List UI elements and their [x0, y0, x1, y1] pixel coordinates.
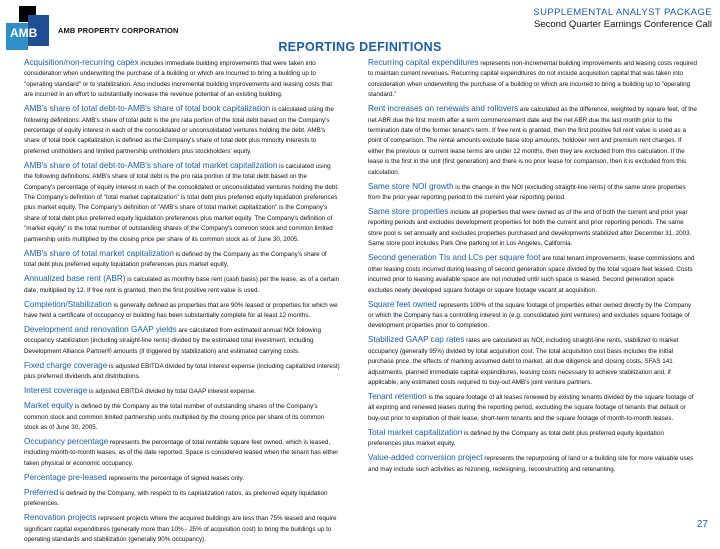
- definition-entry: [24, 488, 340, 510]
- definition-entry: [368, 453, 698, 475]
- definition-term: Total market capitalization: [368, 427, 463, 437]
- definition-text: is adjusted EBITDA divided by total GAAP interest expense.: [87, 388, 256, 396]
- definition-text: represents non-incremental building improvements and leasing costs required to maintain current revenues. Recurring capital expenditures do not include acquisition capital that was taken into consideration when underwriting the purchase of a building or which are incurred to bring a building up to "operating standard.": [368, 60, 698, 99]
- right-definitions-column: [368, 58, 698, 479]
- definition-term: Market equity: [24, 401, 74, 411]
- definition-term: Renovation projects: [24, 513, 97, 523]
- definition-text: are calculated from estimated annual NOI following occupancy stabilization (including straight-line rents) divided by the estimated total investment, including Development Alliance Partner® amounts (if triggered by stabilization) and estimated carrying costs.: [24, 326, 321, 355]
- definition-term: Value-added conversion project: [368, 453, 483, 463]
- definition-text: is calculated as monthly base rent (cash basis) per the lease, as of a certain date, multiplied by 12. If free rent is granted, then the first positive rent value is used.: [24, 276, 340, 294]
- definition-term: AMB's share of total market capitalization: [24, 248, 174, 258]
- definition-term: AMB's share of total debt-to-AMB's share of total market capitalization: [24, 160, 278, 170]
- definition-entry: [24, 58, 340, 101]
- definition-text: is defined by the Company as the total number of outstanding shares of the Company's common stock and common limited partnership units multiplied by the closing price per share of its common stock as of June 30, 2005.: [24, 403, 325, 431]
- definition-entry: [368, 253, 698, 296]
- definition-term: Tenant retention: [368, 391, 427, 401]
- definition-text: is calculated using the following definitions: AMB's share of total debt is the pro rata portion of the total debt based on the Company's percentage of equity interest in each of the consolidated or unconsolidated ventures holding the debt. AMB's share of total book capitalization is defined as the Company's share of total debt plus minority interests to preferred unitholders and limited partnership unitholders plus stockholders' equity.: [24, 106, 334, 155]
- definition-term: AMB's share of total debt-to-AMB's share of total book capitalization: [24, 104, 271, 114]
- definition-text: represents the percentage of signed leases only.: [106, 474, 244, 482]
- definition-text: are calculated as the difference, weighted by square feet, of the net ABR due the first month after a term commencement date and the net ABR due the last month prior to the termination date of the former tenant's term. If free rent is granted, then the first positive full rent value is used as a point of comparison. The rental amounts exclude base stop amounts, holdover rent and premium rent charges. If either the previous or current lease terms are under 12 months, then they are excluded from this calculation. If the lease is the first in the unit (first generation) and there is no prior lease for comparison, then it is excluded from this calculation.: [368, 106, 697, 176]
- conference-subtitle: Second Quarter Earnings Conference Call: [534, 19, 712, 30]
- definition-text: include all properties that were owned as of the end of both the current and prior year reporting periods and excludes development properties for both the current and prior reporting periods. The same store pool is set annually and excludes properties purchased and developments stabilized after December 31, 2003. Same store pool includes Park One parking lot in Los Angeles, California.: [368, 209, 692, 248]
- definition-entry: [368, 182, 698, 204]
- page-title: REPORTING DEFINITIONS: [278, 40, 442, 54]
- definition-text: includes immediate building improvements that were taken into consideration when underwriting the purchase of a building or which are incurred to bring a building up to "operating standard" or to stabilization. Also includes incremental building improvements and leasing costs that are incurred in an effort to substantially increase the revenue potential of an existing building.: [24, 60, 332, 99]
- definition-entry: [24, 161, 340, 245]
- definition-term: Square feet owned: [368, 299, 437, 309]
- definition-text: is defined by the Company as total debt plus preferred equity liquidation preferences plus market equity.: [368, 429, 664, 448]
- definition-term: Rent increases on renewals and rollovers: [368, 104, 519, 114]
- definition-entry: [24, 274, 340, 296]
- definition-term: Occupancy percentage: [24, 436, 109, 446]
- definition-entry: [368, 392, 698, 424]
- logo-text: AMB: [10, 26, 38, 40]
- definition-entry: [24, 249, 340, 271]
- company-name: AMB PROPERTY CORPORATION: [58, 26, 179, 35]
- definition-entry: [368, 300, 698, 332]
- definition-text: is the square footage of all leases renewed by existing tenants divided by the square footage of all expiring and renewed leases during the reporting period, excluding the square footage of tenants that default or buy-out prior to expiration of their lease, short-term tenants and the square footage of month-to-month leases.: [368, 393, 694, 422]
- definition-term: Second generation TIs and LCs per square foot: [368, 253, 541, 263]
- definition-term: Annualized base rent (ABR): [24, 274, 126, 284]
- definition-term: Stabilized GAAP cap rates: [368, 335, 465, 345]
- definition-term: Interest coverage: [24, 386, 88, 396]
- header-right: [533, 7, 712, 31]
- definition-entry: [24, 386, 340, 397]
- definition-term: Fixed charge coverage: [24, 360, 108, 370]
- definition-entry: [24, 473, 340, 484]
- definition-term: Completion/Stabilization: [24, 299, 112, 309]
- definition-text: is defined by the Company as the Company's share of total debt plus preferred equity liquidation preferences plus market equity.: [24, 250, 327, 269]
- definition-text: is generally defined as properties that are 90% leased or properties for which we have held a certificate of occupancy or building has been substantially complete for at least 12 months.: [24, 301, 338, 319]
- definition-entry: [24, 513, 340, 545]
- package-title: SUPPLEMENTAL ANALYST PACKAGE: [533, 7, 712, 18]
- definition-text: is adjusted EBITDA divided by total interest expense (including capitalized interest) plus preferred dividends and distributions.: [24, 362, 340, 381]
- definition-text: is defined by the Company, with respect to its capitalization ratios, as preferred equity liquidation preferences.: [24, 489, 328, 508]
- left-definitions-column: [24, 58, 340, 549]
- definition-text: is calculated using the following definitions: AMB's share of total debt is the pro rata portion of the total debt based on the Company's percentage of equity interest in each of the consolidated or unconsolidated ventures holding the debt. The Company's definition of "total market capitalization" is total debt plus preferred equity liquidation preferences plus market equity. The Company's definition of "AMB's share of total market capitalization" is the Company's share of total debt plus preferred equity liquidation preferences plus market equity. The Company's definition of "market equity" is the total number of outstanding shares of the Company's common stock and common limited partnership units multiplied by the closing price per share of its common stock as of June 30, 2005.: [24, 162, 339, 243]
- definition-text: is the change in the NOI (excluding straight-line rents) of the same store properties from the prior year reporting period to the current year reporting period.: [368, 183, 686, 202]
- definition-entry: [368, 104, 698, 178]
- definition-text: represent projects where the acquired buildings are less than 75% leased and require significant capital expenditures (generally more than 10% - 25% of acquisition cost) to bring the buildings up to operating standards and stabilization (generally 90% occupancy).: [24, 515, 337, 543]
- definition-entry: [24, 401, 340, 433]
- definition-text: are total tenant improvements, lease commissions and other leasing costs incurred during leasing of second generation space divided by the total square feet leased. Costs incurred prior to leasing available space are not included until such space is leased. Second generation space excludes newly developed square footage or square footage vacant at acquisition.: [368, 255, 695, 294]
- definition-entry: [24, 325, 340, 357]
- definition-text: represents 100% of the square footage of properties either owned directly by the Company or which the Company has a controlling interest in (e.g. consolidated joint ventures) and excludes square footage of development properties prior to completion.: [368, 301, 692, 330]
- definition-entry: [24, 300, 340, 322]
- definition-entry: [368, 335, 698, 388]
- definition-entry: [368, 428, 698, 450]
- definition-entry: [368, 58, 698, 101]
- definition-text: represents the percentage of total rentable square feet owned, which is leased, including month-to-month leases, as of the date reported. Space is considered leased when the tenant has either taken physical or economic occupancy.: [24, 438, 339, 467]
- definition-entry: [368, 207, 698, 250]
- definition-term: Acquisition/non-recurring capex: [24, 58, 139, 67]
- definition-term: Same store properties: [368, 207, 449, 217]
- definition-term: Percentage pre-leased: [24, 472, 107, 482]
- definition-text: represents the repurposing of land or a building site for more valuable uses and may include such activities as rezoning, redesigning, reconstructing and retenanting.: [368, 455, 694, 473]
- definition-entry: [24, 104, 340, 157]
- definition-entry: [24, 437, 340, 469]
- definition-term: Preferred: [24, 487, 59, 497]
- definition-term: Development and renovation GAAP yields: [24, 324, 177, 334]
- definition-text: rates are calculated as NOI, including straight-line rents, stabilized to market occupancy (generally 95%) divided by total acquisition cost. The total acquisition cost basis includes the initial purchase price, the effects of marking assumed debt to market, all due diligence and closing costs, SFAS 141 adjustments, planned immediate capital expenditures, leasing costs necessary to achieve stabilization and, if applicable, any estimated costs required to buy-out AMB's joint venture partners.: [368, 337, 679, 386]
- page-number: 27: [696, 519, 708, 530]
- definition-term: Recurring capital expenditures: [368, 58, 479, 67]
- definition-entry: [24, 361, 340, 383]
- definition-term: Same store NOI growth: [368, 181, 454, 191]
